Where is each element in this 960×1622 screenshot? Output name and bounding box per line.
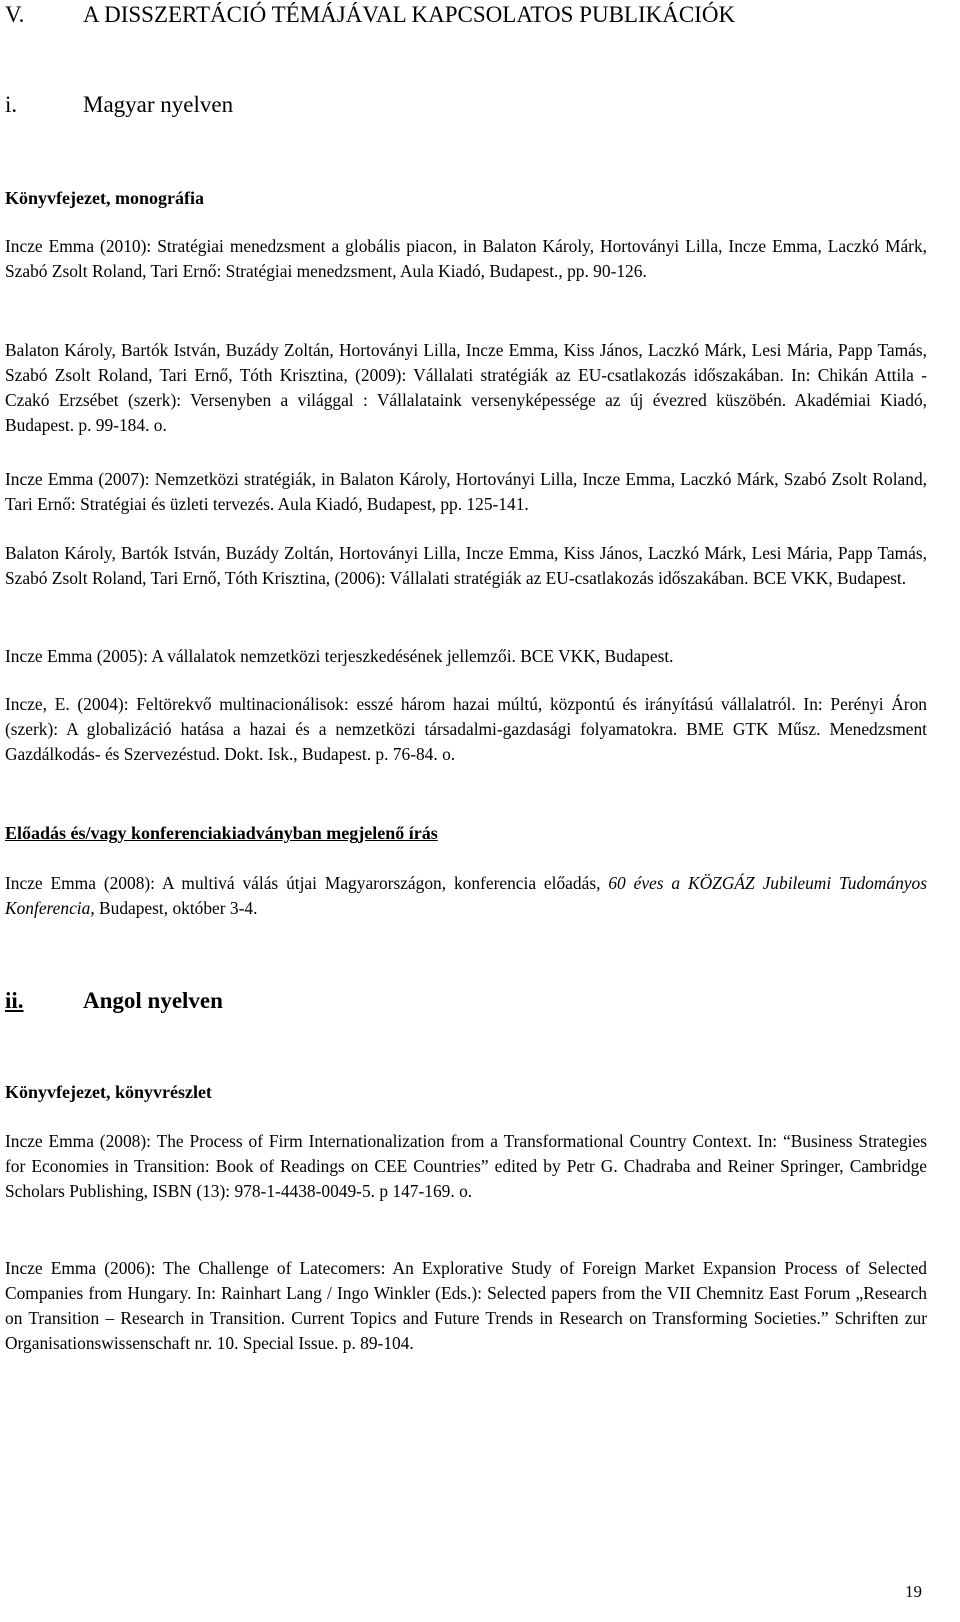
hu-ref-5: Incze Emma (2005): A vállalatok nemzetközi terjeszkedésének jellemzői. BCE VKK, Budapest.: [5, 646, 674, 666]
hu-conference-ref: [5, 871, 927, 921]
en-ref-1: Incze Emma (2008): The Process of Firm Internationalization from a Transformational Country Context. In: “Business Strategies for Economies in Transition: Book of Readings on CEE Countries” edited by Petr G. Chadraba and Reiner Springer, Cambridge Scholars Publishing, ISBN (13): 978-1-4438-0049-5. p 147-169. o.: [5, 1131, 927, 1201]
hu-section1-title: Könyvfejezet, monográfia: [5, 188, 204, 208]
conference-ref-text: Incze Emma (2008): A multivá válás útjai Magyarországon, konferencia előadás,: [5, 873, 609, 893]
chapter-title: A DISSZERTÁCIÓ TÉMÁJÁVAL KAPCSOLATOS PUBLIKÁCIÓK: [83, 2, 736, 27]
hu-ref-6: Incze, E. (2004): Feltörekvő multinacionálisok: esszé három hazai múltú, központú és irányítású vállalatról. In: Perényi Áron (szerk): A globalizáció hatása a hazai és a nemzetközi társadalmi-gazdasági folyamatokra. BME GTK Műsz. Menedzsment Gazdálkodás- és Szervezéstud. Dokt. Isk., Budapest. p. 76-84. o.: [5, 694, 927, 764]
hungarian-heading: [5, 92, 233, 118]
english-number: ii.: [5, 988, 24, 1013]
en-section1-title: Könyvfejezet, könyvrészlet: [5, 1082, 212, 1102]
hu-section2-title: Előadás és/vagy konferenciakiadványban megjelenő írás: [5, 823, 438, 843]
chapter-number: V.: [5, 2, 25, 27]
hu-ref-2: Balaton Károly, Bartók István, Buzády Zoltán, Hortoványi Lilla, Incze Emma, Kiss János, Laczkó Márk, Lesi Mária, Papp Tamás, Szabó Zsolt Roland, Tari Ernő, Tóth Krisztina, (2009): Vállalati stratégiák az EU-csatlakozás időszakában. In: Chikán Attila - Czakó Erzsébet (szerk): Versenyben a világgal : Vállalataink versenyképessége az új évezred küszöbén. Akadémiai Kiadó, Budapest. p. 99-184. o.: [5, 340, 927, 435]
hu-ref-3: Incze Emma (2007): Nemzetközi stratégiák, in Balaton Károly, Hortoványi Lilla, Incze Emma, Laczkó Márk, Szabó Zsolt Roland, Tari Ernő: Stratégiai és üzleti tervezés. Aula Kiadó, Budapest, pp. 125-141.: [5, 469, 927, 514]
en-ref-2: Incze Emma (2006): The Challenge of Latecomers: An Explorative Study of Foreign Market Expansion Process of Selected Companies from Hungary. In: Rainhart Lang / Ingo Winkler (Eds.): Selected papers from the VII Chemnitz East Forum „Research on Transition – Research in Transition. Current Topics and Future Trends in Research on Transforming Societies.” Schriften zur Organisationswissenschaft nr. 10. Special Issue. p. 89-104.: [5, 1258, 927, 1353]
english-title: Angol nyelven: [83, 988, 223, 1013]
hu-ref-4: Balaton Károly, Bartók István, Buzády Zoltán, Hortoványi Lilla, Incze Emma, Kiss János, Laczkó Márk, Lesi Mária, Papp Tamás, Szabó Zsolt Roland, Tari Ernő, Tóth Krisztina, (2006): Vállalati stratégiák az EU-csatlakozás időszakában. BCE VKK, Budapest.: [5, 543, 927, 588]
hungarian-title: Magyar nyelven: [83, 92, 234, 117]
hungarian-number: i.: [5, 92, 18, 117]
english-heading: [5, 988, 223, 1014]
conference-ref-italic: 60 éves a KÖZGÁZ Jubileumi Tudományos Konferencia: [5, 873, 927, 918]
hu-ref-1: Incze Emma (2010): Stratégiai menedzsment a globális piacon, in Balaton Károly, Hortoványi Lilla, Incze Emma, Laczkó Márk, Szabó Zsolt Roland, Tari Ernő: Stratégiai menedzsment, Aula Kiadó, Budapest., pp. 90-126.: [5, 236, 927, 281]
conference-ref-end: , Budapest, október 3-4.: [90, 898, 258, 918]
chapter-heading: [5, 2, 735, 28]
page-number: 19: [905, 1582, 922, 1601]
